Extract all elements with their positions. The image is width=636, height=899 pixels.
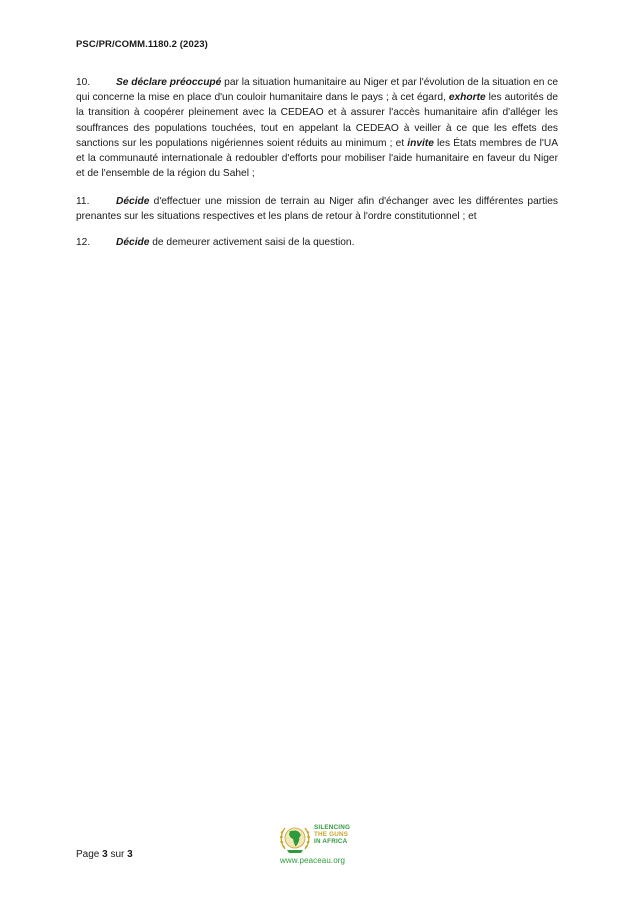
keyword-decide: Décide [116,237,150,248]
paragraph-text: par la situation humanitaire au Niger et par l'évolution de la situation en ce qui concerne la mise en place d'un couloir humanitaire dans le pays ; à cet égard, [76,77,558,104]
paragraph-text: de demeurer activement saisi de la question. [149,237,355,248]
keyword-invite: invite [407,137,434,149]
page-total: 3 [127,849,133,860]
keyword-decide: Décide [116,196,150,207]
page-mid: sur [107,849,128,860]
page-prefix: Page [76,849,103,860]
silencing-the-guns-logo [278,822,368,866]
paragraph-number: 12. [76,237,91,248]
website-url: www.peaceau.org [280,856,346,865]
keyword-se-declare-preoccupe: Se déclare préoccupé [116,77,222,88]
slogan [314,824,350,846]
paragraph-number: 10. [76,77,91,88]
paragraph-text: les États membres de l'UA et la communauté internationale à redoubler d'efforts pour mobiliser l'aide humanitaire en faveur du Niger et de l'ensemble de la région du Sahel ; [76,137,558,180]
document-reference: PSC/PR/COMM.1180.2 (2023) [76,39,208,50]
paragraph-text: les autorités de la transition à coopérer pleinement avec la CEDEAO et à assurer l'accès humanitaire afin d'alléger les souffrances des populations touchées, tout en appelant la CEDEAO à veiller à ce que les effets des sanctions sur les populations nigériennes soient réduits au minimum ; et [76,92,558,149]
slogan-line-3: IN AFRICA [314,838,348,846]
paragraph-number: 11. [76,196,90,207]
slogan-line-2: THE GUNS [314,831,349,839]
keyword-exhorte: exhorte [448,92,486,104]
paragraph-10 [76,75,558,181]
page-number [76,849,133,860]
page-current: 3 [102,849,108,860]
paragraph-text: d'effectuer une mission de terrain au Niger afin d'échanger avec les différentes parties prenantes sur les situations respectives et les plans de retour à l'ordre constitutionnel ; et [76,196,558,223]
paragraph-12 [76,235,558,250]
slogan-line-1: SILENCING [314,824,351,831]
african-union-emblem-icon [278,822,312,856]
paragraph-11 [76,194,558,224]
